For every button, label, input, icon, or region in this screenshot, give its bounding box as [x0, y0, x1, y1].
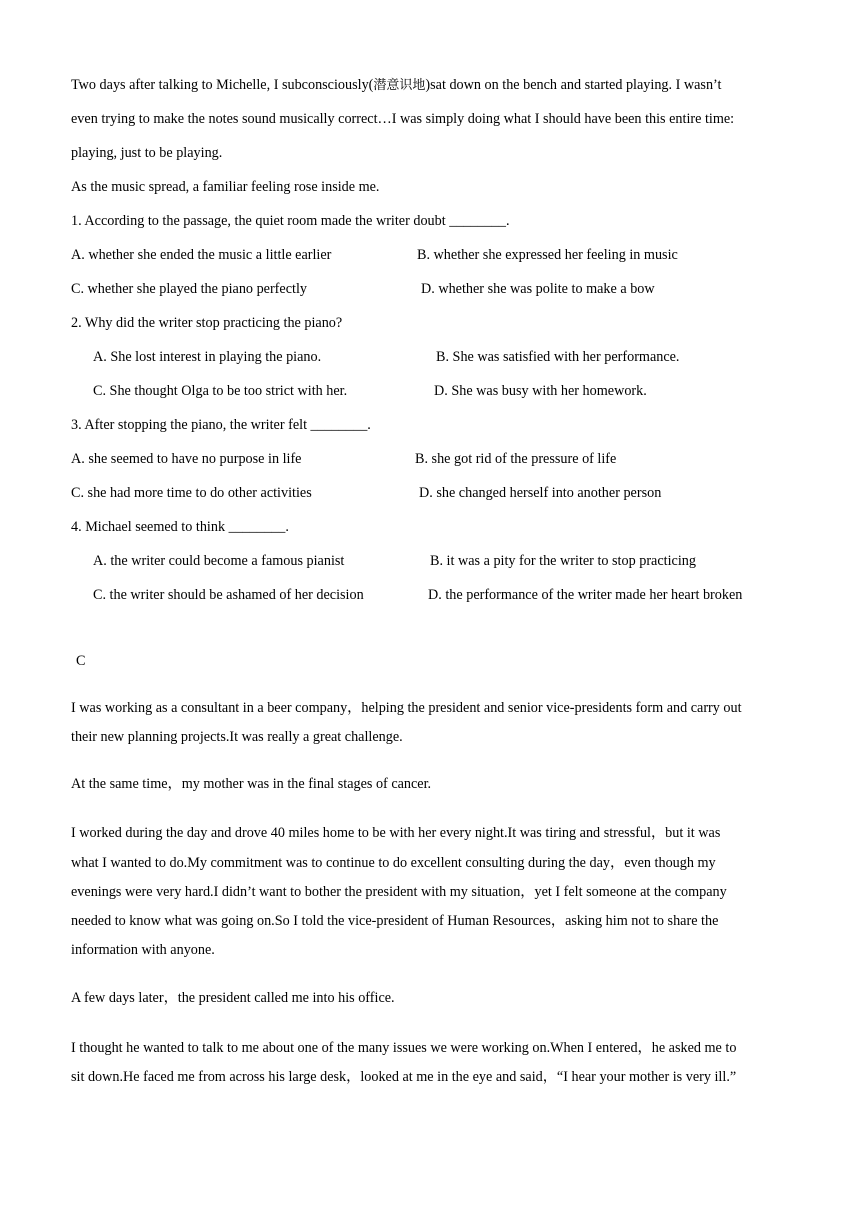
passage-line: As the music spread, a familiar feeling rose inside me.: [71, 179, 380, 195]
passage-line: information with anyone.: [71, 942, 215, 958]
question-4-option-c: C. the writer should be ashamed of her decision: [93, 587, 364, 603]
question-3-option-c: C. she had more time to do other activities: [71, 485, 312, 501]
question-4-option-a: A. the writer could become a famous pianist: [93, 553, 345, 569]
question-4-option-d: D. the performance of the writer made her heart broken: [428, 587, 743, 603]
question-1-stem: 1. According to the passage, the quiet room made the writer doubt ________.: [71, 213, 510, 229]
question-4-option-b: B. it was a pity for the writer to stop practicing: [430, 553, 696, 569]
passage-line: I was working as a consultant in a beer company，helping the president and senior vice-presidents form and carry out: [71, 700, 742, 716]
question-2-option-b: B. She was satisfied with her performance.: [436, 349, 680, 365]
question-4-stem: 4. Michael seemed to think ________.: [71, 519, 289, 535]
chinese-gloss: 潜意识地: [373, 78, 426, 93]
passage-line: even trying to make the notes sound musically correct…I was simply doing what I should have been this entire time:: [71, 111, 735, 127]
passage-line: At the same time，my mother was in the final stages of cancer.: [71, 776, 432, 792]
question-1-option-c: C. whether she played the piano perfectly: [71, 281, 307, 297]
question-2-stem: 2. Why did the writer stop practicing the piano?: [71, 315, 343, 331]
question-2-option-a: A. She lost interest in playing the piano.: [93, 349, 322, 365]
question-2-option-c: C. She thought Olga to be too strict with her.: [93, 383, 348, 399]
question-3-stem: 3. After stopping the piano, the writer felt ________.: [71, 417, 371, 433]
passage-line: needed to know what was going on.So I told the vice-president of Human Resources，asking him not to share the: [71, 913, 719, 929]
passage-line: evenings were very hard.I didn’t want to bother the president with my situation，yet I felt someone at the company: [71, 884, 727, 900]
passage-line: sit down.He faced me from across his large desk，looked at me in the eye and said，“I hear your mother is very ill.”: [71, 1069, 737, 1085]
question-3-option-d: D. she changed herself into another person: [419, 485, 662, 501]
passage-line: playing, just to be playing.: [71, 145, 223, 161]
section-label: C: [76, 653, 86, 669]
passage-line: what I wanted to do.My commitment was to continue to do excellent consulting during the day，even though my: [71, 855, 716, 871]
question-3-option-b: B. she got rid of the pressure of life: [415, 451, 617, 467]
question-3-option-a: A. she seemed to have no purpose in life: [71, 451, 302, 467]
question-1-option-d: D. whether she was polite to make a bow: [421, 281, 655, 297]
passage-line: I thought he wanted to talk to me about one of the many issues we were working on.When I entered，he asked me to: [71, 1040, 737, 1056]
question-1-option-a: A. whether she ended the music a little earlier: [71, 247, 332, 263]
passage-line: their new planning projects.It was really a great challenge.: [71, 729, 403, 745]
passage-line: I worked during the day and drove 40 miles home to be with her every night.It was tiring and stressful，but it was: [71, 825, 721, 841]
question-1-option-b: B. whether she expressed her feeling in music: [417, 247, 678, 263]
question-2-option-d: D. She was busy with her homework.: [434, 383, 647, 399]
passage-line: A few days later，the president called me into his office.: [71, 990, 395, 1006]
passage-line: Two days after talking to Michelle, I subconsciously(潜意识地)sat down on the bench and started playing. I wasn’t: [71, 77, 722, 93]
